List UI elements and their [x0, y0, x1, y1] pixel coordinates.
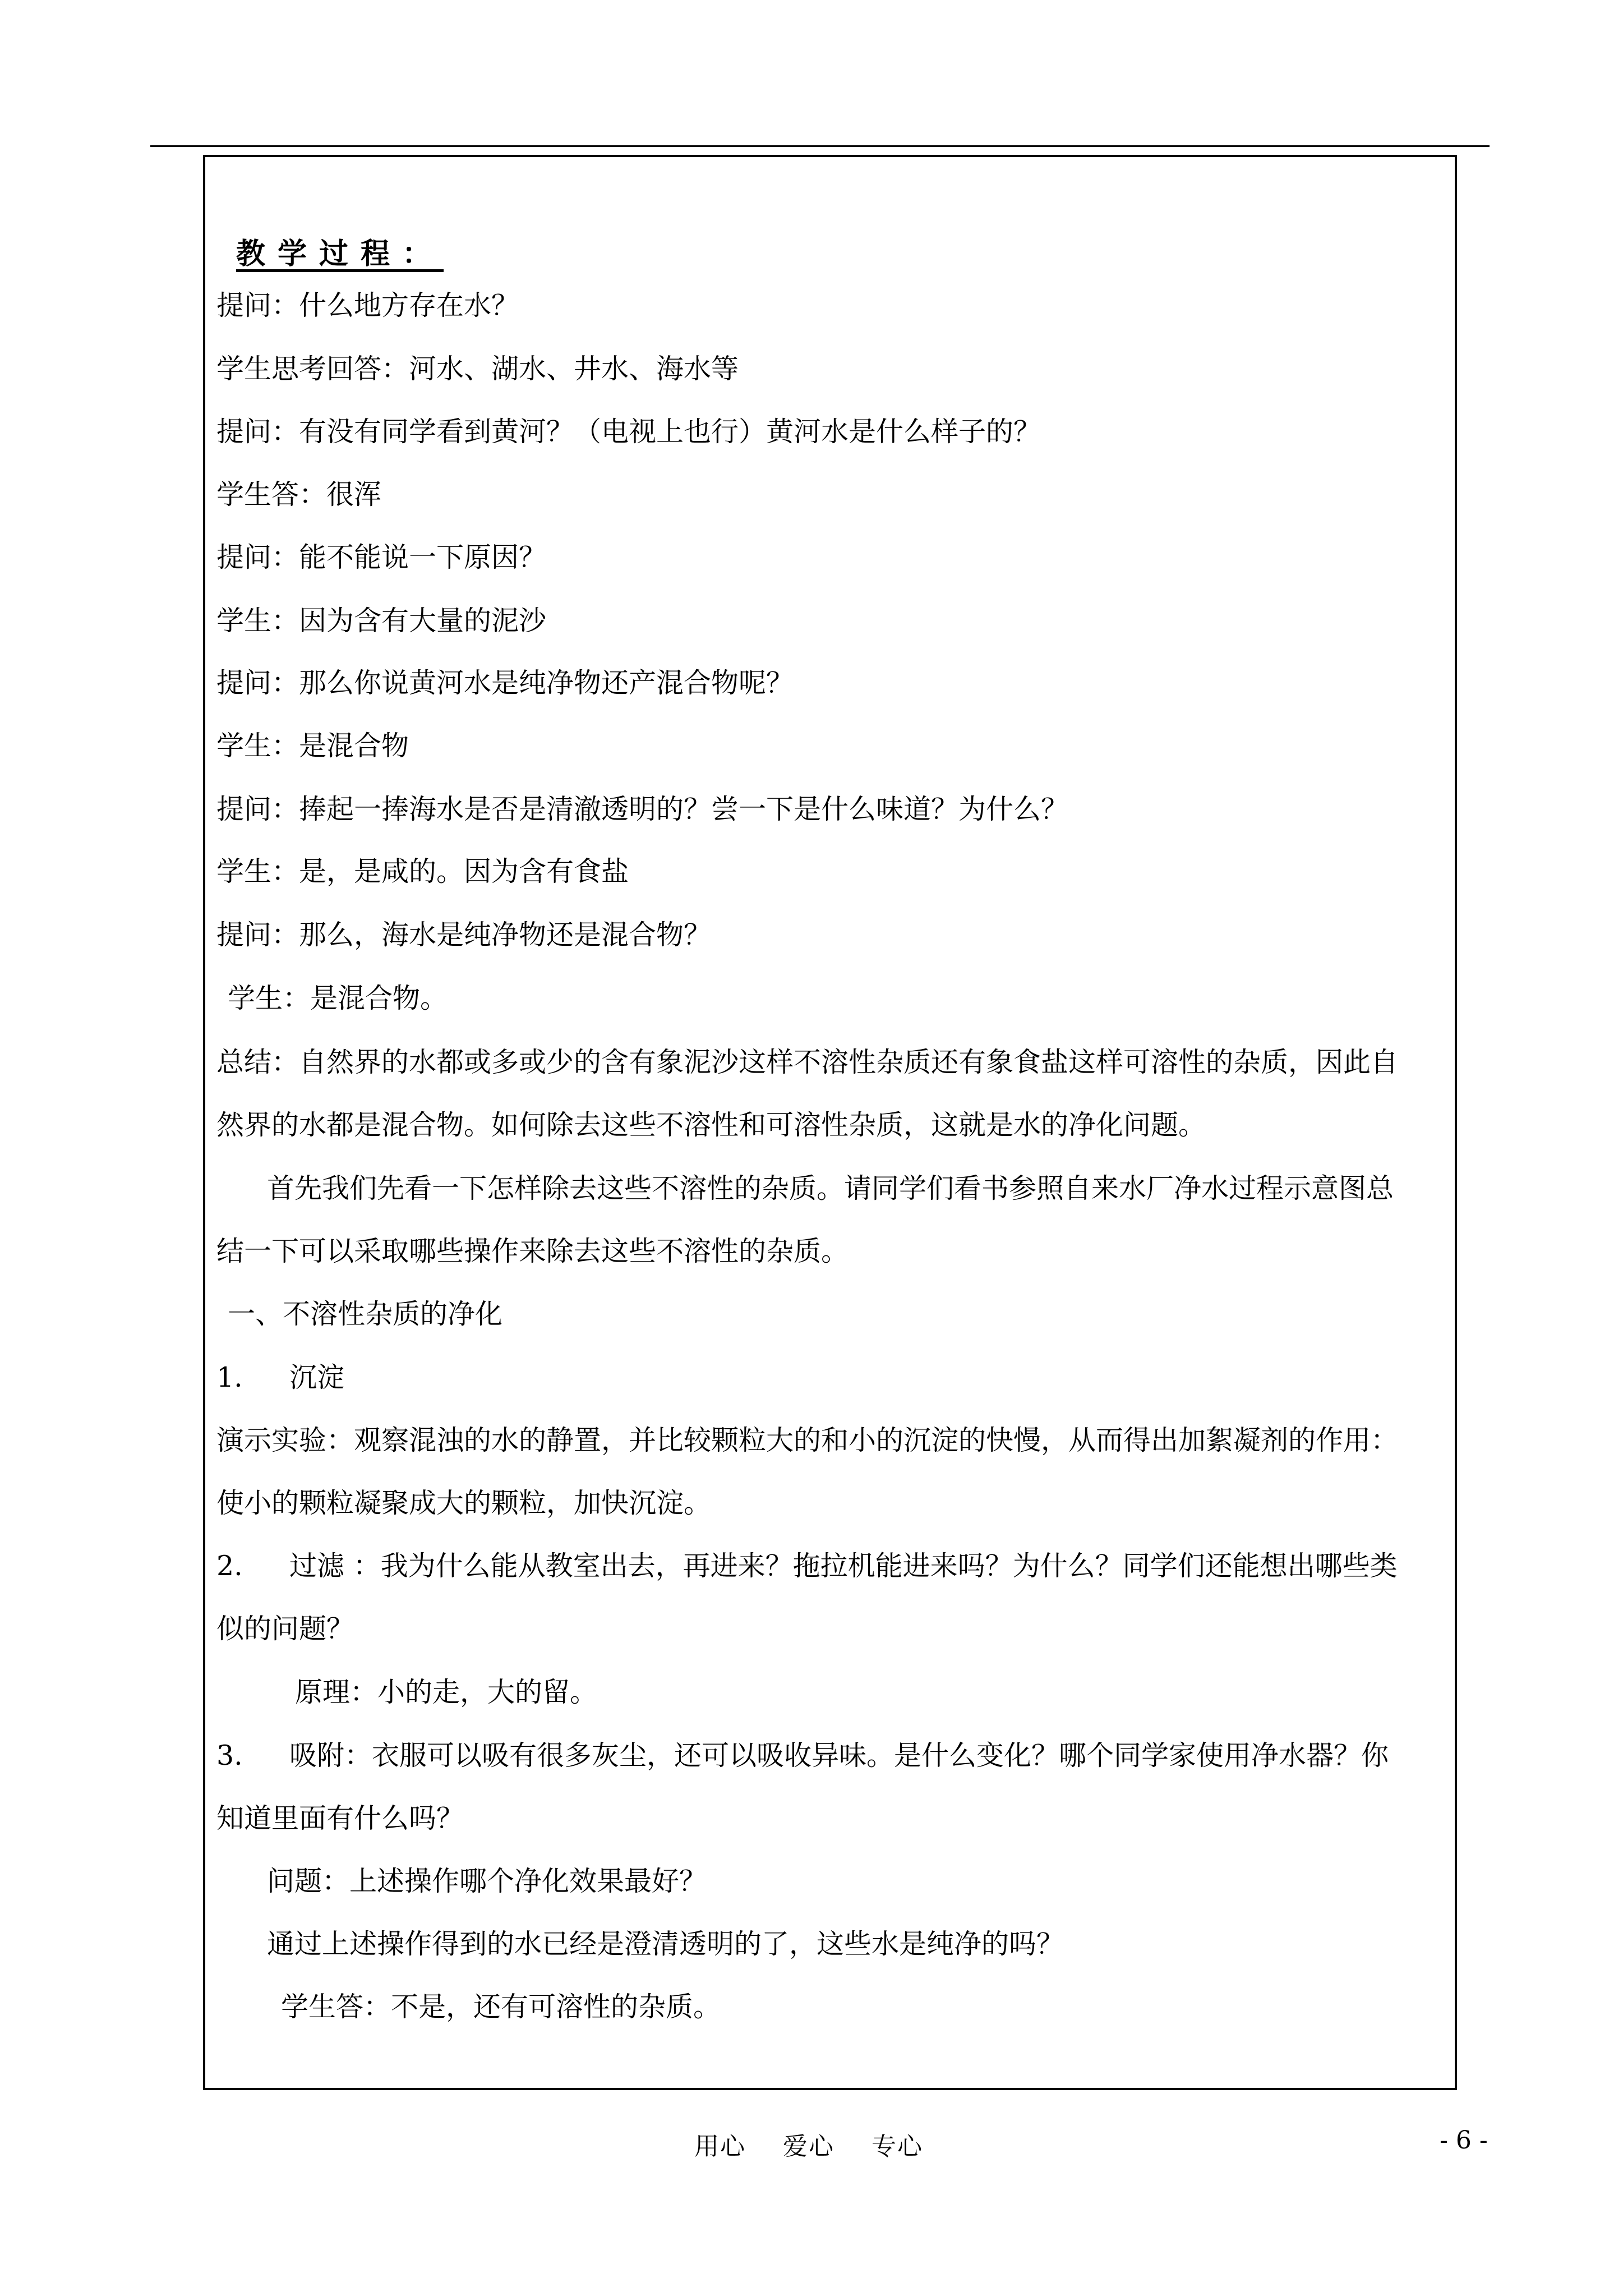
text-line: 提问：能不能说一下原因？: [216, 541, 547, 573]
footer-motto: 用心 爱心 专心: [694, 2132, 923, 2161]
item-text: 吸附：衣服可以吸有很多灰尘，还可以吸收异味。是什么变化？哪个同学家使用净水器？你: [289, 1740, 1389, 1772]
section-heading: 教学过程：: [236, 237, 444, 271]
text-line: 学生答：很浑: [216, 478, 382, 510]
numbered-item: [216, 1739, 1389, 1773]
text-line: 学生：是，是咸的。因为含有食盐: [216, 855, 629, 887]
lesson-frame: [203, 155, 1457, 2090]
text-line: 提问：有没有同学看到黄河？（电视上也行）黄河水是什么样子的？: [216, 416, 1041, 448]
item-text: 沉淀: [289, 1361, 345, 1393]
text-line: 使小的颗粒凝聚成大的颗粒，加快沉淀。: [216, 1487, 712, 1519]
text-line: 首先我们先看一下怎样除去这些不溶性的杂质。请同学们看书参照自来水厂净水过程示意图总: [267, 1172, 1394, 1204]
text-line: 提问：什么地方存在水？: [216, 289, 519, 321]
text-line: 原理：小的走，大的留。: [295, 1676, 598, 1708]
text-line: 学生：是混合物。: [228, 982, 448, 1014]
text-line: 提问：捧起一捧海水是否是清澈透明的？尝一下是什么味道？为什么？: [216, 793, 1069, 825]
text-line: 总结：自然界的水都或多或少的含有象泥沙这样不溶性杂质还有象食盐这样可溶性的杂质，因此自: [216, 1046, 1399, 1078]
text-line: 演示实验：观察混浊的水的静置，并比较颗粒大的和小的沉淀的快慢，从而得出加絮凝剂的作用：: [216, 1424, 1399, 1456]
text-line: 问题：上述操作哪个净化效果最好？: [267, 1865, 707, 1897]
text-line: 学生答：不是，还有可溶性的杂质。: [281, 1991, 721, 2023]
text-line: 学生思考回答：河水、湖水、井水、海水等: [216, 353, 739, 385]
text-line: 提问：那么你说黄河水是纯净物还产混合物呢？: [216, 667, 794, 699]
numbered-item: [216, 1361, 344, 1395]
text-line: 提问：那么，海水是纯净物还是混合物？: [216, 919, 712, 951]
item-number: 3.: [216, 1740, 243, 1772]
text-line: 学生：是混合物: [216, 730, 409, 762]
text-line: 然界的水都是混合物。如何除去这些不溶性和可溶性杂质，这就是水的净化问题。: [216, 1109, 1206, 1141]
numbered-item: [216, 1549, 1398, 1583]
page-number: - 6 -: [1440, 2126, 1488, 2155]
text-line: 通过上述操作得到的水已经是澄清透明的了，这些水是纯净的吗？: [267, 1928, 1064, 1960]
item-text: 过滤 ：我为什么能从教室出去，再进来？拖拉机能进来吗？为什么？同学们还能想出哪些类: [289, 1550, 1398, 1582]
text-line: 学生：因为含有大量的泥沙: [216, 605, 547, 637]
text-line: 一、不溶性杂质的净化: [228, 1298, 503, 1330]
text-line: 结一下可以采取哪些操作来除去这些不溶性的杂质。: [216, 1235, 849, 1267]
header-rule: [150, 145, 1490, 147]
item-number: 1.: [216, 1361, 243, 1393]
text-line: 知道里面有什么吗？: [216, 1802, 464, 1834]
item-number: 2.: [216, 1550, 243, 1582]
text-line: 似的问题？: [216, 1613, 354, 1645]
